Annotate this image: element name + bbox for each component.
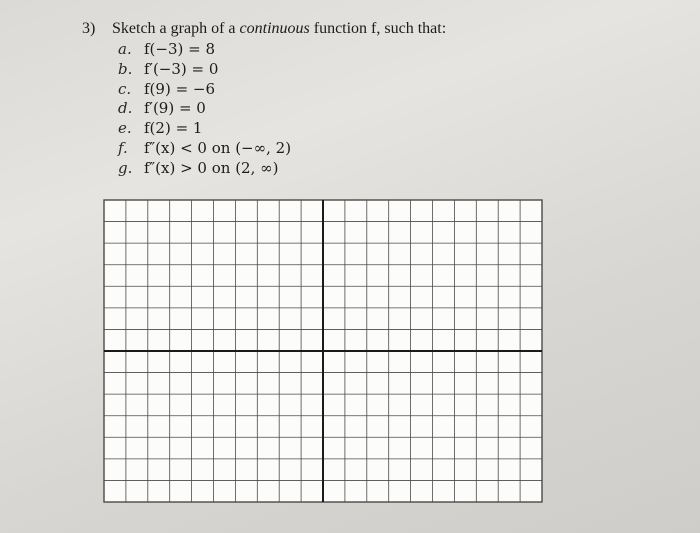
condition-e [118, 119, 291, 139]
condition-letter: c. [118, 79, 132, 98]
condition-text: f′(9) = 0 [144, 99, 206, 118]
condition-letter: g. [118, 158, 133, 177]
conditions-list [118, 40, 291, 179]
condition-f [118, 139, 291, 159]
condition-text: f(−3) = 8 [144, 40, 216, 58]
problem-number: 3) [82, 20, 96, 37]
condition-letter: a. [118, 40, 132, 58]
condition-letter: d. [118, 99, 133, 118]
condition-text: f″(x) < 0 on (−∞, 2) [144, 138, 292, 157]
prompt-start: Sketch a graph of a [112, 20, 240, 37]
condition-text: f(2) = 1 [144, 119, 203, 138]
grid-drawing[interactable] [100, 196, 546, 506]
condition-c [118, 80, 291, 100]
prompt-end: function f, such that: [309, 20, 447, 37]
graph-grid[interactable] [100, 196, 546, 506]
condition-a [118, 40, 291, 60]
problem-prompt [112, 20, 446, 38]
condition-text: f(9) = −6 [144, 79, 216, 98]
condition-b [118, 60, 291, 80]
condition-text: f″(x) > 0 on (2, ∞) [144, 158, 279, 177]
condition-letter: b. [118, 59, 133, 78]
condition-letter: f. [118, 138, 128, 157]
condition-d [118, 99, 291, 119]
condition-letter: e. [118, 119, 132, 138]
condition-text: f′(−3) = 0 [144, 59, 219, 78]
condition-g [118, 159, 291, 179]
prompt-emphasis: continuous [239, 20, 310, 37]
